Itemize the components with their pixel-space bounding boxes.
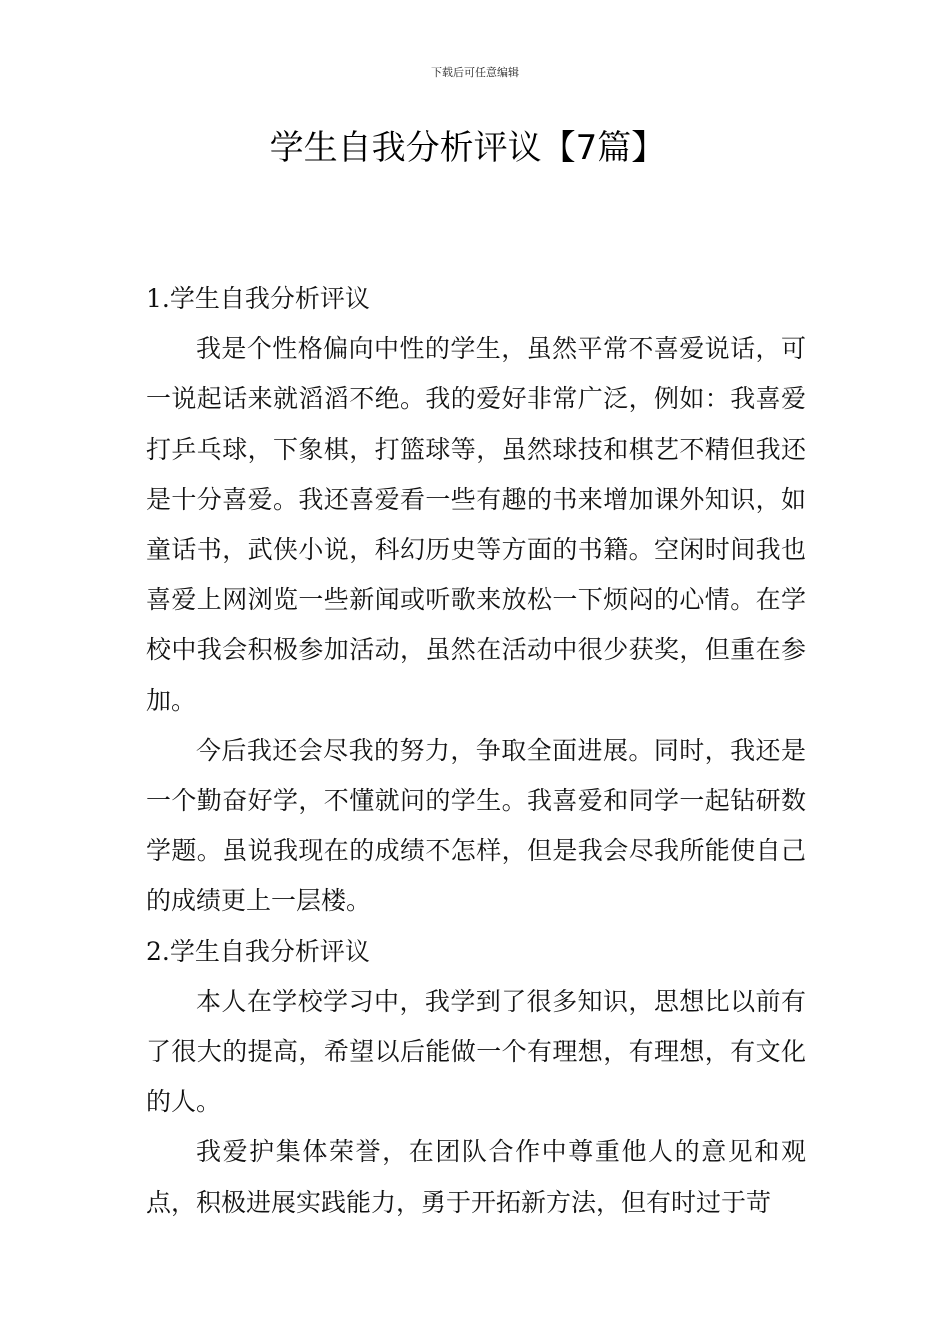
paragraph: 今后我还会尽我的努力，争取全面进展。同时，我还是一个勤奋好学，不懂就问的学生。我喜爱和同学一起钻研数学题。虽说我现在的成绩不怎样，但是我会尽我所能使自己的成绩更上一层楼。 <box>146 735 806 916</box>
paragraph: 我爱护集体荣誉，在团队合作中尊重他人的意见和观点，积极进展实践能力，勇于开拓新方法，但有时过于苛 <box>146 1137 806 1217</box>
section-2 <box>146 927 806 1228</box>
document-title: 学生自我分析评议【7篇】 <box>269 128 666 168</box>
paragraph: 本人在学校学习中，我学到了很多知识，思想比以前有了很大的提高，希望以后能做一个有理想，有理想，有文化的人。 <box>146 986 806 1117</box>
paragraph: 我是个性格偏向中性的学生，虽然平常不喜爱说话，可一说起话来就滔滔不绝。我的爱好非常广泛，例如：我喜爱打乒乓球，下象棋，打篮球等，虽然球技和棋艺不精但我还是十分喜爱。我还喜爱看一些有趣的书来增加课外知识，如童话书，武侠小说，科幻历史等方面的书籍。空闲时间我也喜爱上网浏览一些新闻或听歌来放松一下烦闷的心情。在学校中我会积极参加活动，虽然在活动中很少获奖，但重在参加。 <box>146 334 806 715</box>
document-body <box>146 274 806 1228</box>
section-heading: 2.学生自我分析评议 <box>146 936 370 966</box>
section-1 <box>146 274 806 927</box>
section-heading: 1.学生自我分析评议 <box>146 284 370 313</box>
header-note: 下载后可任意编辑 <box>431 66 519 79</box>
